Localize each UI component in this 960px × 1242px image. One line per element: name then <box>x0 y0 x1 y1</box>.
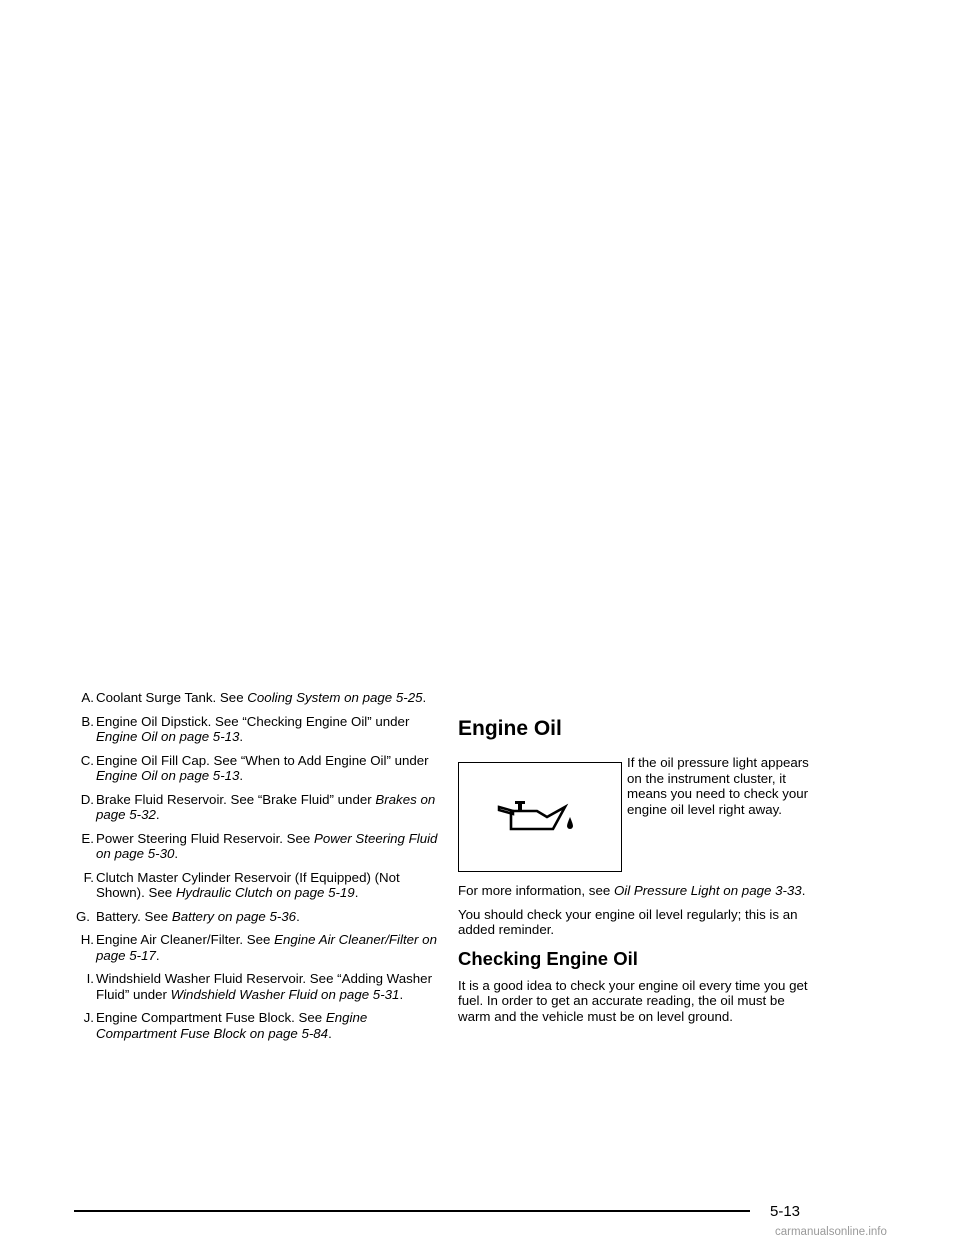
section-heading: Engine Oil <box>458 717 562 740</box>
regular-check-paragraph: You should check your engine oil level regularly; this is an added reminder. <box>458 906 798 937</box>
list-item-j: J. Engine Compartment Fuse Block. See Engine Compartment Fuse Block on page 5-84. <box>83 1010 368 1041</box>
cross-reference-link[interactable]: Hydraulic Clutch on page 5-19 <box>175 885 355 900</box>
cross-reference-link[interactable]: Cooling System on page 5-25 <box>247 690 423 705</box>
oil-warning-text: If the oil pressure light appears on the instrument cluster, it means you need to check your engine oil level right away. <box>627 755 809 817</box>
page-number: 5-13 <box>770 1203 801 1220</box>
list-item-f: F. Clutch Master Cylinder Reservoir (If Equipped) (Not Shown). See Hydraulic Clutch on page 5-19. <box>83 869 400 900</box>
list-item-b: B. Engine Oil Dipstick. See “Checking Engine Oil” under Engine Oil on page 5-13. <box>81 713 410 744</box>
oil-warning-block <box>458 755 818 867</box>
cross-reference-link[interactable]: Battery on page 5-36 <box>171 908 297 924</box>
oil-can-icon <box>497 797 577 837</box>
list-item-g: G. Battery. See Battery on page 5-36. <box>75 908 300 924</box>
engine-oil-section <box>458 690 818 1032</box>
list-item-a: A. Coolant Surge Tank. See Cooling System on page 5-25. <box>81 690 427 705</box>
list-item-d: D. Brake Fluid Reservoir. See “Brake Fluid” under Brakes on page 5-32. <box>80 791 436 822</box>
list-item-e: E. Power Steering Fluid Reservoir. See Power Steering Fluid on page 5-30. <box>81 830 438 861</box>
component-list <box>74 690 444 1049</box>
checking-paragraph: It is a good idea to check your engine oil every time you get fuel. In order to get an accurate reading, the oil must be warm and the vehicle must be on level ground. <box>458 977 808 1024</box>
oil-pressure-light-link[interactable]: Oil Pressure Light on page 3-33 <box>613 883 802 898</box>
cross-reference-link[interactable]: Power Steering Fluid on page 5-30 <box>96 830 438 861</box>
list-item-i: I. Windshield Washer Fluid Reservoir. See “Adding Washer Fluid” under Windshield Washer Fluid on page 5-31. <box>86 971 433 1002</box>
footer-divider <box>74 1210 750 1212</box>
cross-reference-link[interactable]: Brakes on page 5-32 <box>96 791 436 822</box>
list-item-c: C. Engine Oil Fill Cap. See “When to Add Engine Oil” under Engine Oil on page 5-13. <box>80 752 429 783</box>
subsection-heading: Checking Engine Oil <box>458 947 638 969</box>
list-item-h: H. Engine Air Cleaner/Filter. See Engine Air Cleaner/Filter on page 5-17. <box>80 932 437 963</box>
watermark: carmanualsonline.info <box>775 1226 887 1238</box>
more-info-paragraph: For more information, see Oil Pressure Light on page 3-33. <box>458 883 806 898</box>
oil-pressure-symbol-box <box>458 762 622 872</box>
cross-reference-link[interactable]: Engine Oil on page 5-13 <box>96 768 240 783</box>
cross-reference-link[interactable]: Engine Air Cleaner/Filter on page 5-17 <box>96 932 437 963</box>
cross-reference-link[interactable]: Engine Compartment Fuse Block on page 5-84 <box>96 1010 368 1041</box>
cross-reference-link[interactable]: Windshield Washer Fluid on page 5-31 <box>170 986 400 1002</box>
cross-reference-link[interactable]: Engine Oil on page 5-13 <box>96 729 240 744</box>
